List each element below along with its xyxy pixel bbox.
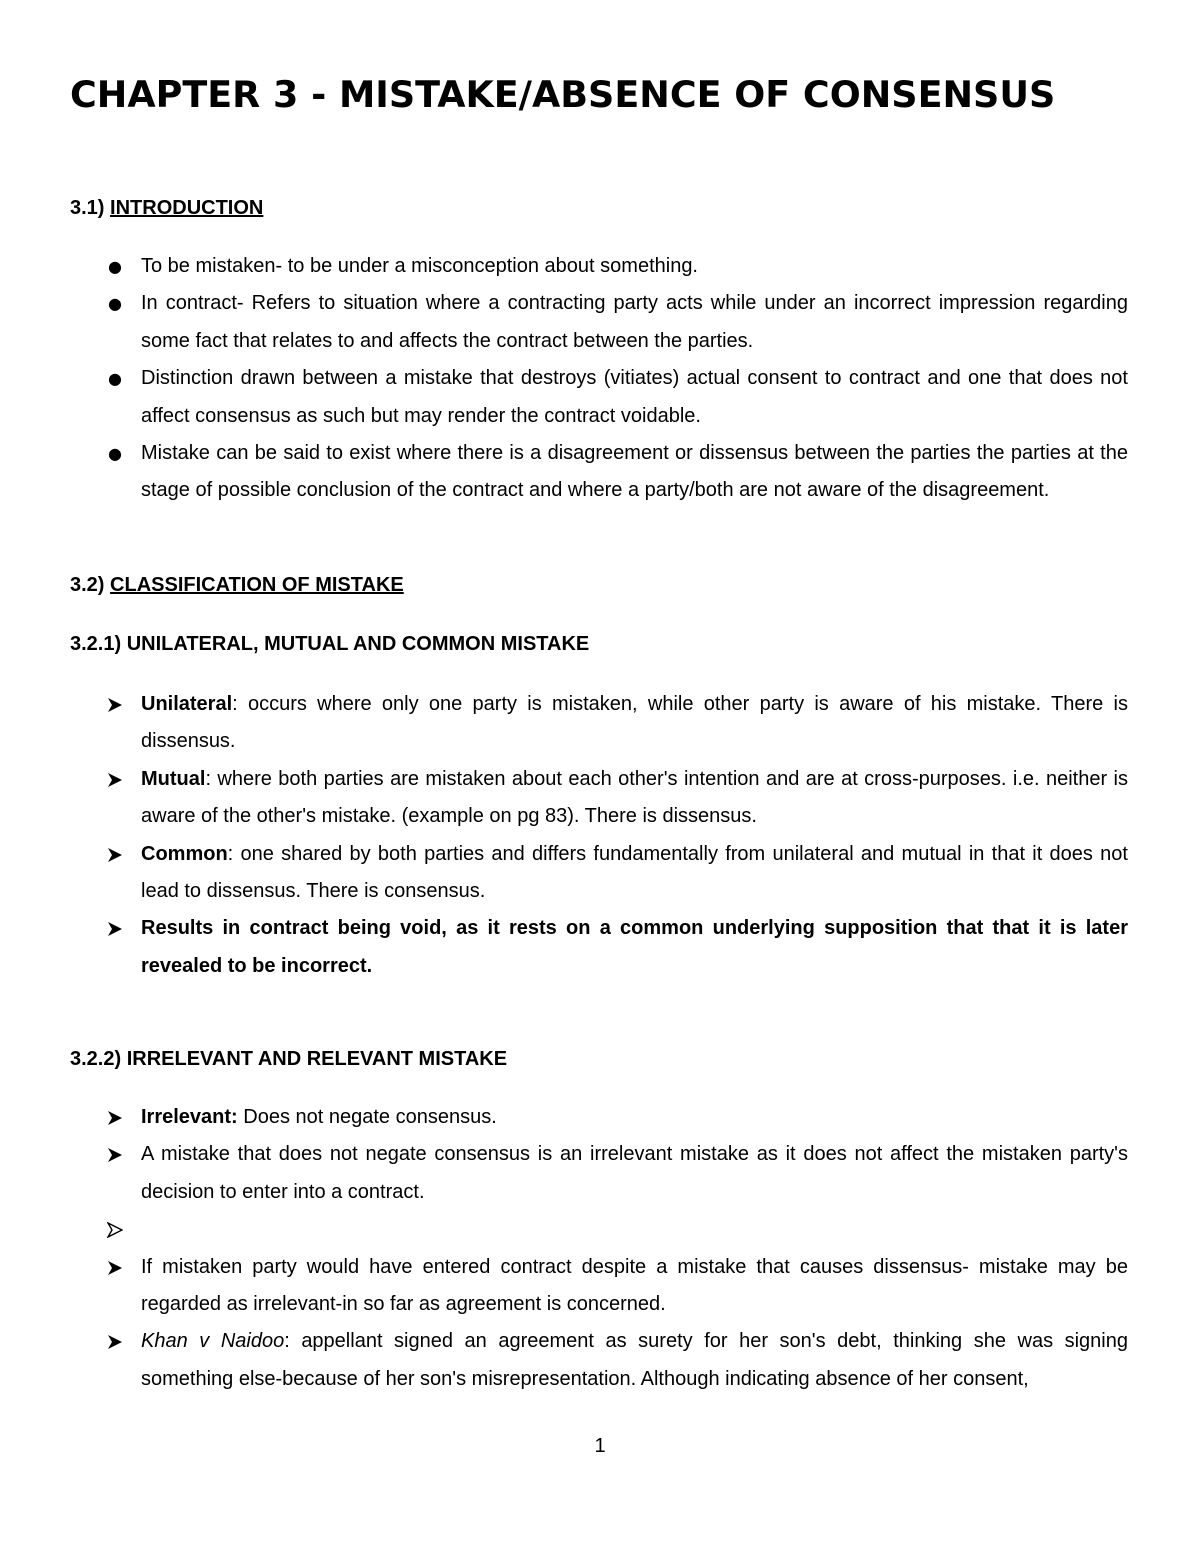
page-number: 1 (594, 1435, 606, 1457)
section-heading-classification (70, 571, 404, 599)
term: Unilateral (141, 693, 233, 715)
irrelevant-mistake-list (70, 1099, 1128, 1398)
list-item: If mistaken party would have entered contract despite a mistake that causes dissensus- mistake may be regarded as irrelevant-in so far as agreement is concerned. (70, 1249, 1128, 1324)
section-heading-introduction (70, 194, 263, 222)
list-item: Irrelevant: Does not negate consensus. (70, 1099, 1128, 1136)
list-item: ● Distinction drawn between a mistake that destroys (vitiates) actual consent to contract and one that does not affect consensus as such but may render the contract voidable. (70, 360, 1128, 435)
bullet-icon: ● (108, 257, 122, 276)
introduction-bullet-list (70, 248, 1128, 510)
term: Irrelevant: (141, 1106, 238, 1128)
list-item: Common: one shared by both parties and differs fundamentally from unilateral and mutual in that it does not lead to dissensus. There is consensus. (70, 836, 1128, 911)
subsection-heading-irrelevant-relevant: 3.2.2) IRRELEVANT AND RELEVANT MISTAKE (70, 1048, 508, 1070)
section-title: CLASSIFICATION OF MISTAKE (110, 574, 404, 596)
list-item: Results in contract being void, as it rests on a common underlying supposition that that it is later revealed to be incorrect. (70, 910, 1128, 985)
bullet-icon: ● (108, 444, 122, 464)
list-item: A mistake that does not negate consensus is an irrelevant mistake as it does not affect the mistaken party's decision to enter into a contract. (70, 1136, 1128, 1211)
chapter-title: CHAPTER 3 - MISTAKE/ABSENCE OF CONSENSUS (70, 73, 1056, 116)
list-item: Mutual: where both parties are mistaken about each other's intention and are at cross-purposes. i.e. neither is aware of the other's mistake. (example on pg 83). There is dissensus. (70, 761, 1128, 836)
term: Mutual (141, 767, 206, 790)
section-number: 3.2) (70, 574, 105, 596)
section-title: INTRODUCTION (110, 197, 264, 219)
mistake-types-list (70, 686, 1128, 985)
subsection-heading-unilateral-mutual-common: 3.2.1) UNILATERAL, MUTUAL AND COMMON MISTAKE (70, 633, 590, 655)
section-number: 3.1) (70, 197, 105, 219)
list-item: ● To be mistaken- to be under a misconception about something. (70, 248, 1128, 285)
bullet-icon: ● (108, 294, 122, 314)
list-item: ● In contract- Refers to situation where a contracting party acts while under an incorrect impression regarding some fact that relates to and affects the contract between the parties. (70, 285, 1128, 360)
list-item: Unilateral: occurs where only one party is mistaken, while other party is aware of his mistake. There is dissensus. (70, 686, 1128, 761)
term: Common (141, 842, 228, 865)
bullet-icon: ● (108, 369, 122, 389)
case-name: Khan v Naidoo (141, 1330, 285, 1353)
list-item: ● Mistake can be said to exist where there is a disagreement or dissensus between the parties the parties at the stage of possible conclusion of the contract and where a party/both are not aware of the disagreement. (70, 435, 1128, 510)
list-item: Khan v Naidoo: appellant signed an agreement as surety for her son's debt, thinking she was signing something else-because of her son's misrepresentation. Although indicating absence of her consent, (70, 1323, 1128, 1398)
list-item-empty (70, 1211, 1128, 1248)
